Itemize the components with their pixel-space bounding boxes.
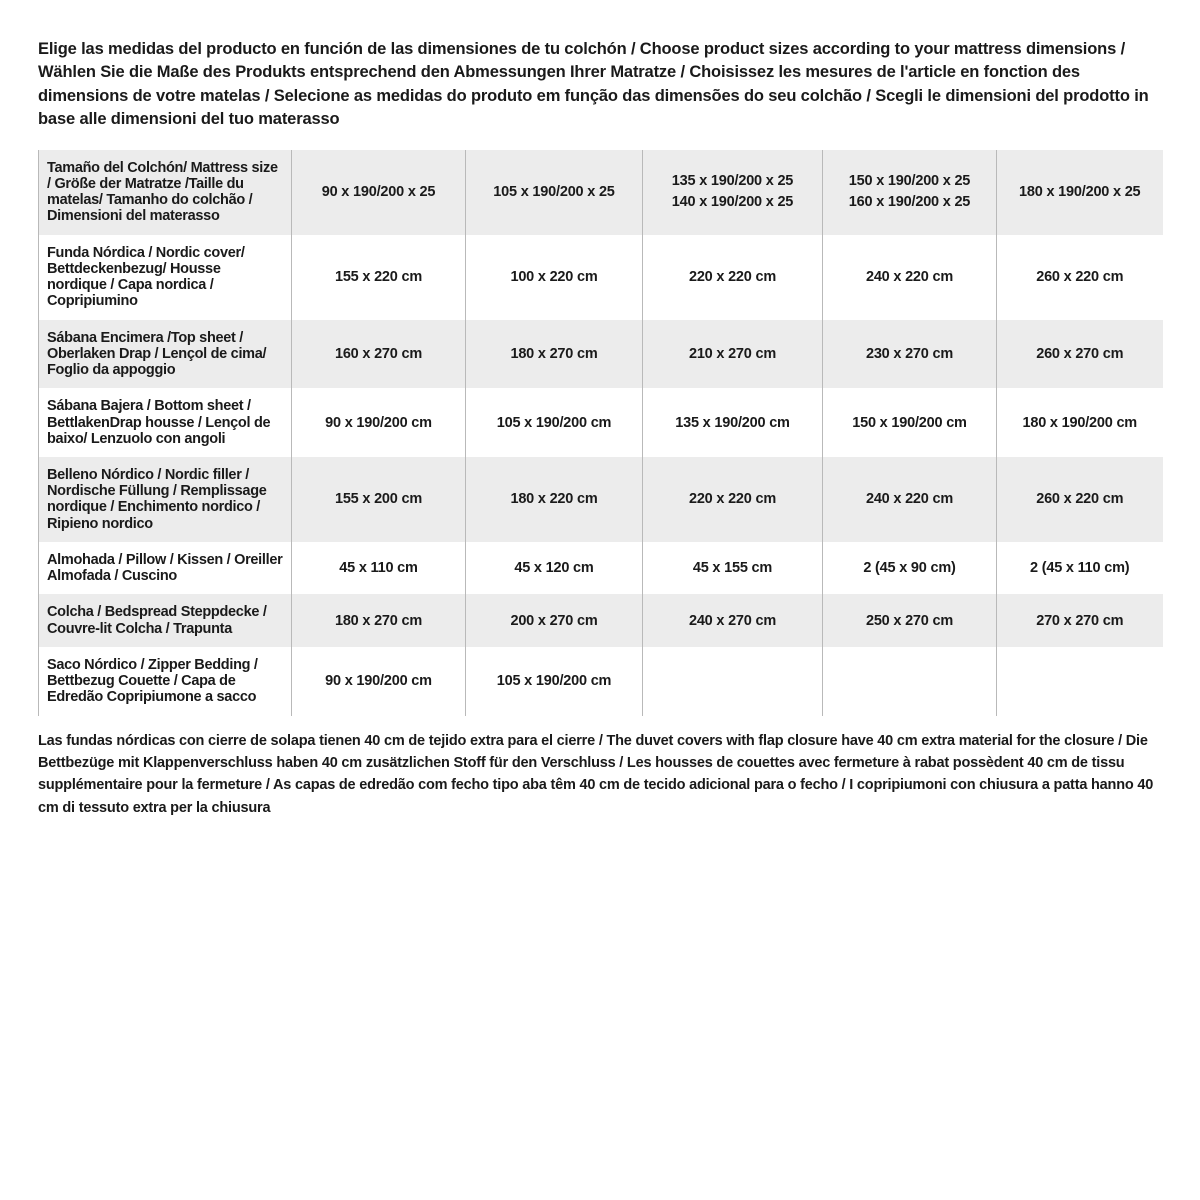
table-row: [39, 388, 1163, 457]
row-label: Colcha / Bedspread Steppdecke / Couvre-lit Colcha / Trapunta: [39, 594, 292, 646]
row-value: 135 x 190/200 x 25 140 x 190/200 x 25: [643, 150, 823, 235]
row-label: Funda Nórdica / Nordic cover/ Bettdeckenbezug/ Housse nordique / Capa nordica / Copripiumino: [39, 235, 292, 320]
table-row: [39, 457, 1163, 542]
row-value: 240 x 220 cm: [823, 235, 997, 320]
row-label: Belleno Nórdico / Nordic filler / Nordische Füllung / Remplissage nordique / Enchimento nordico / Ripieno nordico: [39, 457, 292, 542]
table-row: [39, 235, 1163, 320]
row-value: 45 x 110 cm: [292, 542, 466, 594]
row-value: 240 x 270 cm: [643, 594, 823, 646]
row-value: 260 x 220 cm: [997, 457, 1163, 542]
row-value: 105 x 190/200 cm: [466, 647, 643, 716]
table-row: [39, 150, 1163, 235]
row-value: 250 x 270 cm: [823, 594, 997, 646]
row-value: 100 x 220 cm: [466, 235, 643, 320]
row-value: 135 x 190/200 cm: [643, 388, 823, 457]
table-row: [39, 542, 1163, 594]
row-value: 180 x 190/200 x 25: [997, 150, 1163, 235]
row-value: 90 x 190/200 cm: [292, 388, 466, 457]
row-value: 240 x 220 cm: [823, 457, 997, 542]
row-value: [997, 647, 1163, 716]
row-value: [643, 647, 823, 716]
row-value: 2 (45 x 90 cm): [823, 542, 997, 594]
row-value: 210 x 270 cm: [643, 320, 823, 389]
row-label: Almohada / Pillow / Kissen / Oreiller Almofada / Cuscino: [39, 542, 292, 594]
table-body: [39, 150, 1163, 716]
row-value: 150 x 190/200 cm: [823, 388, 997, 457]
row-value: [823, 647, 997, 716]
row-value: 260 x 220 cm: [997, 235, 1163, 320]
row-label: Tamaño del Colchón/ Mattress size / Größe der Matratze /Taille du matelas/ Tamanho do colchão / Dimensioni del materasso: [39, 150, 292, 235]
row-value: 180 x 190/200 cm: [997, 388, 1163, 457]
row-value: 180 x 270 cm: [466, 320, 643, 389]
row-value: 220 x 220 cm: [643, 235, 823, 320]
row-value: 155 x 200 cm: [292, 457, 466, 542]
row-value: 180 x 270 cm: [292, 594, 466, 646]
row-value: 155 x 220 cm: [292, 235, 466, 320]
row-value: 2 (45 x 110 cm): [997, 542, 1163, 594]
row-label: Saco Nórdico / Zipper Bedding / Bettbezug Couette / Capa de Edredão Copripiumone a sacco: [39, 647, 292, 716]
row-value: 105 x 190/200 cm: [466, 388, 643, 457]
row-label: Sábana Bajera / Bottom sheet / BettlakenDrap housse / Lençol de baixo/ Lenzuolo con angoli: [39, 388, 292, 457]
table-row: [39, 320, 1163, 389]
footnote-text: Las fundas nórdicas con cierre de solapa tienen 40 cm de tejido extra para el cierre / The duvet covers with flap closure have 40 cm extra material for the closure / Die Bettbezüge mit Klappenverschluss haben 40 cm zusätzlichen Stoff für den Verschluss / Les housses de couettes avec fermeture à rabat possèdent 40 cm de tissu supplémentaire pour la fermeture / As capas de edredão com fecho tipo aba têm 40 cm de tecido adicional para o fecho / I copripiumoni con chiusura a patta hanno 40 cm di tessuto extra per la chiusura: [38, 732, 1154, 816]
intro-text: Elige las medidas del producto en función de las dimensiones de tu colchón / Choose product sizes according to your mattress dimensions / Wählen Sie die Maße des Produkts entsprechend den Abmessungen Ihrer Matratze / Choisissez les mesures de l'article en fonction des dimensions de votre matelas / Selecione as medidas do produto em função das dimensões do seu colchão / Scegli le dimensioni del prodotto in base alle dimensioni del tuo materasso: [38, 40, 1149, 129]
table-row: [39, 647, 1163, 716]
row-value: 200 x 270 cm: [466, 594, 643, 646]
row-value: 45 x 120 cm: [466, 542, 643, 594]
row-value: 105 x 190/200 x 25: [466, 150, 643, 235]
row-value: 180 x 220 cm: [466, 457, 643, 542]
row-value: 220 x 220 cm: [643, 457, 823, 542]
row-value: 45 x 155 cm: [643, 542, 823, 594]
table-row: [39, 594, 1163, 646]
row-value: 90 x 190/200 cm: [292, 647, 466, 716]
row-value: 230 x 270 cm: [823, 320, 997, 389]
row-value: 90 x 190/200 x 25: [292, 150, 466, 235]
row-label: Sábana Encimera /Top sheet / Oberlaken Drap / Lençol de cima/ Foglio da appoggio: [39, 320, 292, 389]
mattress-size-table: [38, 150, 1163, 716]
row-value: 160 x 270 cm: [292, 320, 466, 389]
row-value: 270 x 270 cm: [997, 594, 1163, 646]
row-value: 150 x 190/200 x 25 160 x 190/200 x 25: [823, 150, 997, 235]
row-value: 260 x 270 cm: [997, 320, 1163, 389]
